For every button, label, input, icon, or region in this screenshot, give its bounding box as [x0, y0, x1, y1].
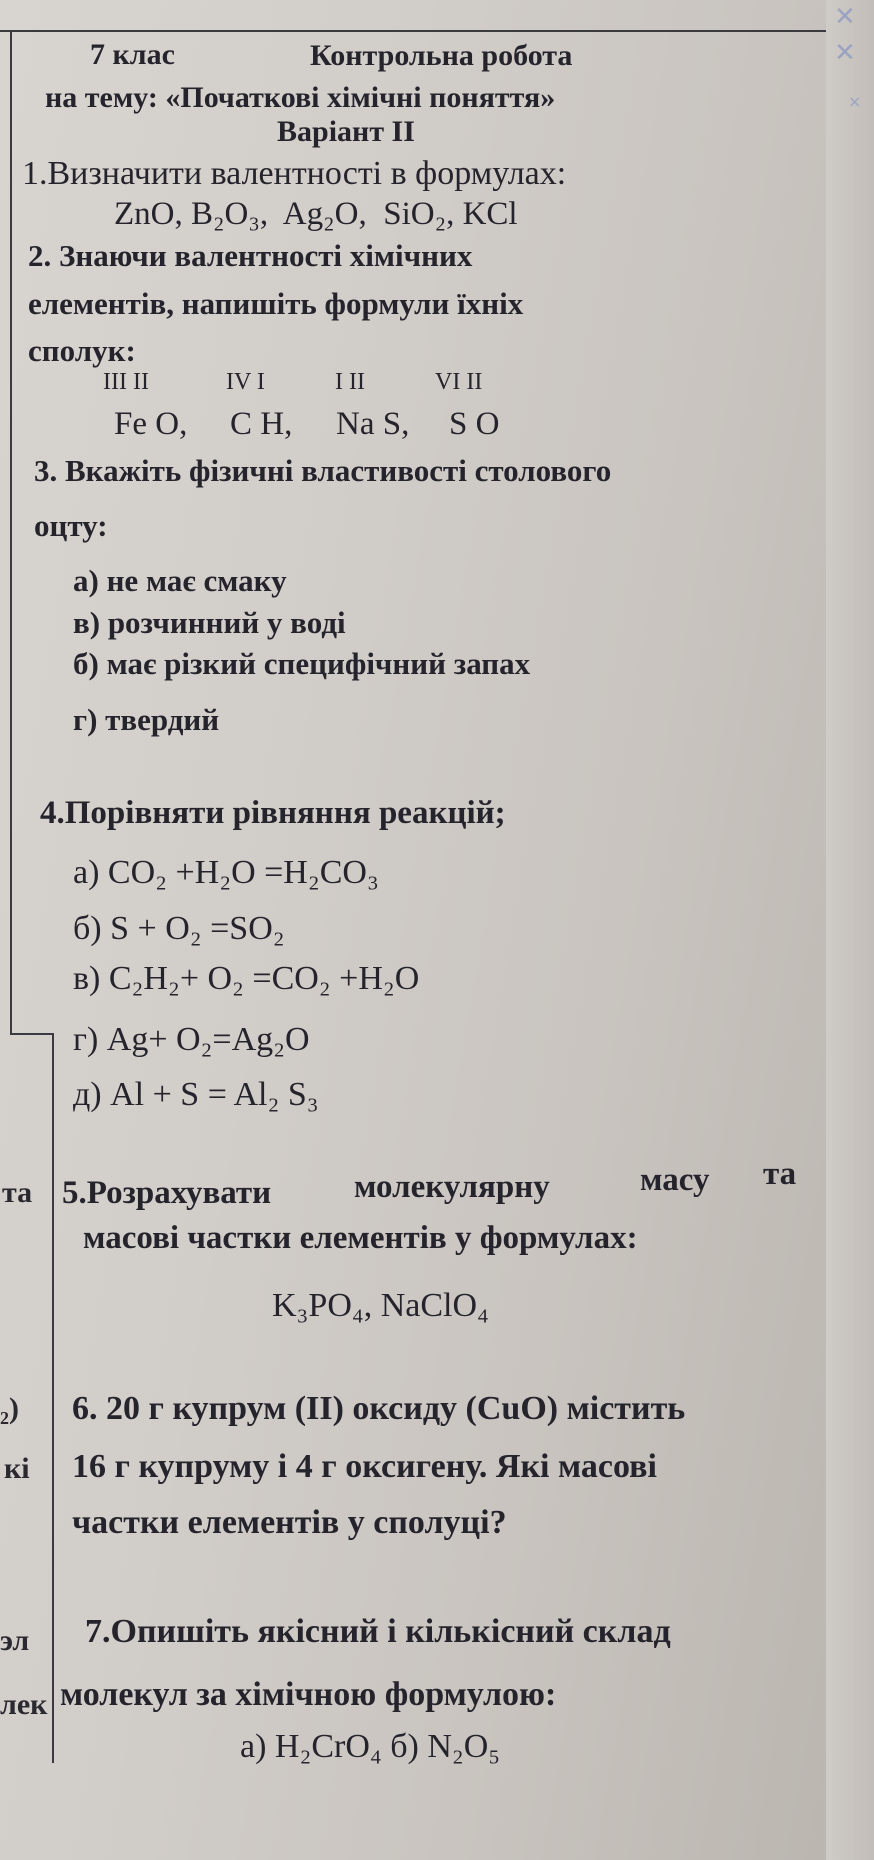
q5-word: 5.Розрахувати [62, 1175, 272, 1211]
q4-equation: в) C₂H₂+ O₂ =CO₂ +H₂O [73, 960, 420, 997]
q3-line: 3. Вкажіть фізичні властивості столового [34, 453, 612, 488]
formula: ZnO [114, 196, 175, 232]
q2-line: елементів, напишіть формули їхніх [28, 286, 524, 321]
q5-word: масу [640, 1162, 710, 1198]
formula: B₂O₃ [191, 196, 260, 232]
grade-label: 7 клас [90, 38, 175, 71]
q7-line: 7.Опишіть якісний і кількісний склад [85, 1613, 671, 1650]
q3-option: в) розчинний у воді [73, 605, 346, 640]
q7-formulas: а) H₂CrO₄ б) N₂O₅ [240, 1728, 501, 1765]
element-pair: Fe O, [114, 406, 188, 442]
q3-option: б) має різкий специфічний запах [73, 646, 531, 681]
q7-line: молекул за хімічною формулою: [60, 1676, 557, 1713]
q4-equation: д) Al + S = Al₂ S₃ [73, 1076, 319, 1113]
element-pair: Na S, [336, 406, 410, 442]
q6-line: 16 г купруму і 4 г оксигену. Які масові [72, 1448, 657, 1485]
q4-equation: б) S + O₂ =SO₂ [73, 910, 285, 947]
formula: KCl [462, 196, 518, 232]
q3-option: а) не має смаку [73, 563, 287, 598]
margin-fragment: ₂) [0, 1392, 19, 1425]
pen-mark-icon: ✕ [834, 38, 856, 68]
adjacent-page [826, 0, 874, 1860]
valence: III II [103, 369, 149, 395]
pen-mark-icon: ✕ [834, 2, 856, 32]
element-pair: S O [449, 406, 500, 442]
q4-equation: г) Ag+ O₂=Ag₂O [73, 1021, 310, 1058]
formula: Ag₂O [282, 196, 359, 232]
q4-equation: а) CO₂ +H₂O =H₂CO₃ [73, 854, 379, 891]
q3-option: г) твердий [73, 702, 220, 737]
element-pair: C H, [230, 406, 293, 442]
table-left-border-lower [52, 1033, 54, 1763]
valence: VI II [435, 369, 483, 395]
work-title: Контрольна робота [310, 39, 573, 72]
q5-word: та [763, 1156, 797, 1192]
margin-fragment: лек [0, 1688, 48, 1721]
q1-formulas: ZnO, B₂O₃, Ag₂O, SiO₂, KCl [114, 196, 518, 232]
q4-text: 4.Порівняти рівняння реакцій; [40, 795, 506, 831]
valence: IV I [226, 369, 265, 395]
table-border-step [10, 1033, 54, 1035]
q5-line: масові частки елементів у формулах: [83, 1220, 638, 1256]
q3-line: оцту: [34, 508, 108, 543]
q2-line: 2. Знаючи валентності хімічних [28, 238, 473, 273]
pen-mark-icon: × [848, 92, 862, 111]
variant-label: Варіант ІІ [277, 115, 415, 148]
table-left-border [10, 30, 12, 1033]
q2-line: сполук: [28, 333, 136, 368]
q1-text: 1.Визначити валентності в формулах: [22, 155, 567, 192]
valence: I II [335, 369, 365, 395]
q5-word: молекулярну [354, 1169, 550, 1205]
topic-line: на тему: «Початкові хімічні поняття» [45, 81, 556, 114]
margin-fragment: та [2, 1176, 33, 1209]
formula: SiO₂ [383, 196, 447, 232]
q6-line: частки елементів у сполуці? [72, 1504, 507, 1541]
table-top-border [0, 30, 826, 32]
margin-fragment: эл [0, 1624, 30, 1657]
margin-fragment: кі [4, 1452, 30, 1485]
q5-formulas: K₃PO₄, NaClO₄ [272, 1287, 489, 1324]
q6-line: 6. 20 г купрум (ІІ) оксиду (CuO) містить [72, 1390, 686, 1427]
